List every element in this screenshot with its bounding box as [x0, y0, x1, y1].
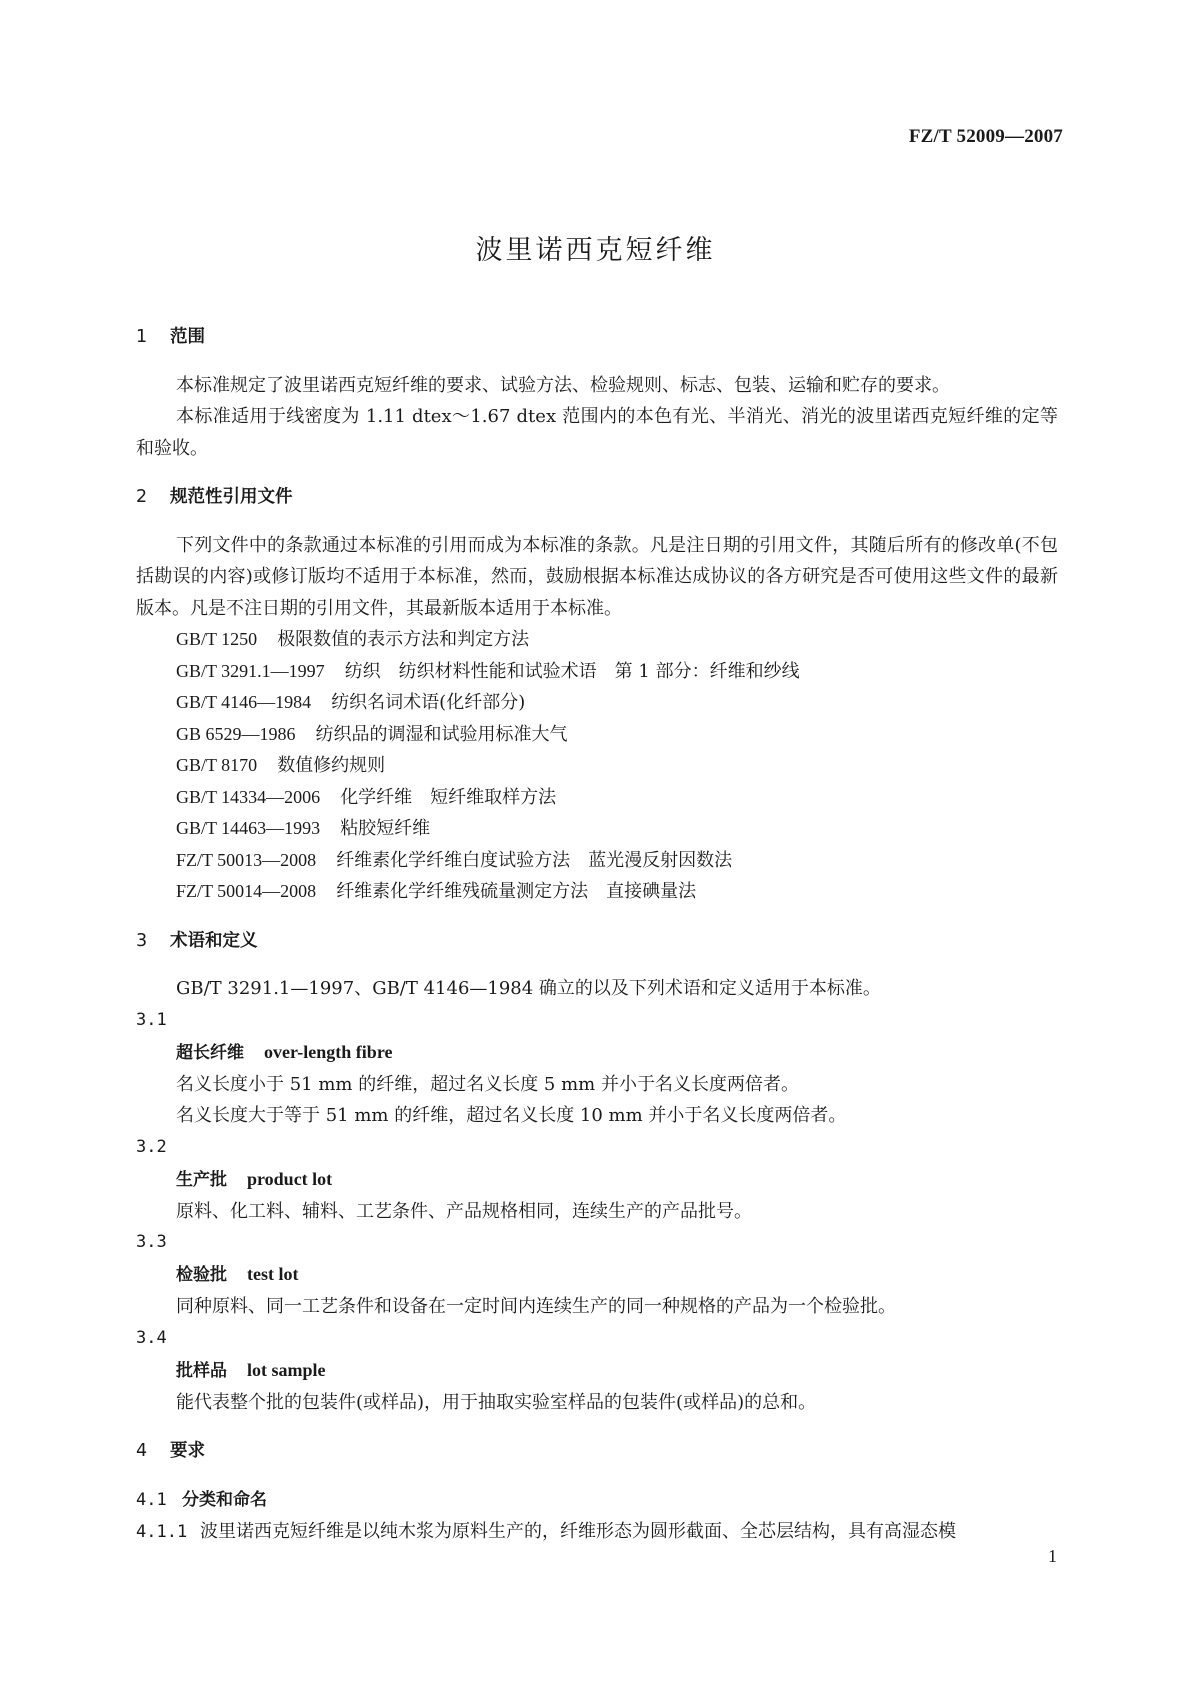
reference-code: GB/T 14463—1993 — [176, 818, 321, 838]
document-body — [136, 322, 1058, 1548]
term-number: 3.1 — [136, 1009, 167, 1030]
section-number: 1 — [136, 327, 148, 347]
section-heading — [136, 1436, 1058, 1468]
section-terms-definitions — [136, 926, 1058, 1419]
reference-item — [136, 876, 1058, 908]
term-number: 3.4 — [136, 1327, 167, 1348]
reference-title: 化学纤维 短纤维取样方法 — [340, 786, 557, 808]
term-heading — [136, 1036, 1058, 1069]
clause-text: 波里诺西克短纤维是以纯木浆为原料生产的，纤维形态为圆形截面、全芯层结构，具有高湿态模 — [200, 1520, 956, 1542]
reference-code: FZ/T 50013—2008 — [176, 849, 317, 870]
reference-code: FZ/T 50014—2008 — [176, 881, 317, 901]
term-definition: 名义长度大于等于 51 mm 的纤维，超过名义长度 10 mm 并小于名义长度两倍者。 — [176, 1105, 847, 1126]
term-heading — [136, 1163, 1058, 1196]
section-number: 4 — [136, 1441, 148, 1461]
reference-code: GB/T 14334—2006 — [176, 786, 321, 807]
reference-item — [136, 750, 1058, 782]
page-number: 1 — [1048, 1546, 1057, 1566]
term-cn: 生产批 — [176, 1169, 227, 1190]
section-title: 术语和定义 — [170, 930, 258, 951]
section-heading — [136, 482, 1058, 514]
section-title: 要求 — [170, 1441, 205, 1461]
term-definition: 原料、化工料、辅料、工艺条件、产品规格相同，连续生产的产品批号。 — [176, 1200, 752, 1222]
document-title: 波里诺西克短纤维 — [475, 235, 716, 266]
term-cn: 检验批 — [176, 1265, 227, 1285]
section-requirements — [136, 1436, 1058, 1548]
reference-code: GB 6529—1986 — [176, 723, 296, 744]
section-scope — [136, 322, 1058, 464]
reference-list — [136, 624, 1058, 908]
reference-item — [136, 719, 1058, 751]
term-cn: 超长纤维 — [176, 1042, 244, 1063]
paragraph: 下列文件中的条款通过本标准的引用而成为本标准的条款。凡是注日期的引用文件，其随后所有的修改单(不包括勘误的内容)或修订版均不适用于本标准，然而，鼓励根据本标准达成协议的各方研究是否可使用这些文件的最新版本。凡是不注日期的引用文件，其最新版本适用于本标准。 — [136, 534, 1058, 619]
term-en: lot sample — [247, 1359, 326, 1380]
term-cn: 批样品 — [176, 1360, 227, 1381]
term-heading — [136, 1258, 1058, 1291]
section-number: 2 — [136, 487, 148, 507]
reference-title: 纤维素化学纤维残硫量测定方法 直接碘量法 — [336, 881, 697, 902]
reference-item — [136, 656, 1058, 688]
section-heading — [136, 322, 1058, 354]
term-en: product lot — [247, 1168, 333, 1189]
term-number: 3.2 — [136, 1136, 167, 1157]
term-definition: 名义长度小于 51 mm 的纤维，超过名义长度 5 mm 并小于名义长度两倍者。 — [176, 1073, 799, 1095]
reference-title: 纤维素化学纤维白度试验方法 蓝光漫反射因数法 — [336, 849, 733, 871]
clause-number: 4.1.1 — [136, 1521, 188, 1542]
paragraph: 本标准适用于线密度为 1.11 dtex～1.67 dtex 范围内的本色有光、半消光、消光的波里诺西克短纤维的定等和验收。 — [136, 406, 1058, 459]
term-number: 3.3 — [136, 1232, 167, 1252]
subsection-number: 4.1 — [136, 1489, 167, 1510]
section-number: 3 — [136, 930, 148, 951]
term-definition: 同种原料、同一工艺条件和设备在一定时间内连续生产的同一种规格的产品为一个检验批。 — [176, 1296, 896, 1317]
term-heading — [136, 1354, 1058, 1387]
term-en: over-length fibre — [264, 1041, 393, 1062]
section-normative-references — [136, 482, 1058, 908]
subsection-heading — [136, 1484, 1058, 1516]
reference-title: 数值修约规则 — [277, 755, 386, 776]
paragraph: GB/T 3291.1—1997、GB/T 4146—1984 确立的以及下列术语和定义适用于本标准。 — [176, 978, 881, 999]
reference-code: GB/T 3291.1—1997 — [176, 660, 325, 681]
term-definition: 能代表整个批的包装件(或样品)，用于抽取实验室样品的包装件(或样品)的总和。 — [176, 1391, 817, 1413]
reference-item — [136, 624, 1058, 656]
reference-code: GB/T 4146—1984 — [176, 692, 312, 712]
section-heading — [136, 926, 1058, 958]
reference-item — [136, 782, 1058, 814]
reference-item — [136, 813, 1058, 845]
reference-title: 纺织名词术语(化纤部分) — [331, 692, 526, 713]
section-title: 规范性引用文件 — [170, 487, 293, 507]
reference-title: 纺织品的调湿和试验用标准大气 — [315, 723, 568, 745]
clause — [136, 1516, 1058, 1548]
reference-title: 纺织 纺织材料性能和试验术语 第 1 部分：纤维和纱线 — [344, 660, 800, 682]
reference-code: GB/T 1250 — [176, 629, 258, 649]
reference-item — [136, 687, 1058, 719]
paragraph: 本标准规定了波里诺西克短纤维的要求、试验方法、检验规则、标志、包装、运输和贮存的要求。 — [176, 374, 950, 396]
reference-title: 粘胶短纤维 — [340, 818, 431, 839]
section-title: 范围 — [170, 327, 205, 347]
reference-item — [136, 845, 1058, 877]
reference-title: 极限数值的表示方法和判定方法 — [277, 629, 530, 650]
reference-code: GB/T 8170 — [176, 755, 258, 775]
subsection-title: 分类和命名 — [182, 1489, 267, 1510]
term-en: test lot — [247, 1264, 299, 1284]
standard-code: FZ/T 52009—2007 — [908, 126, 1063, 147]
